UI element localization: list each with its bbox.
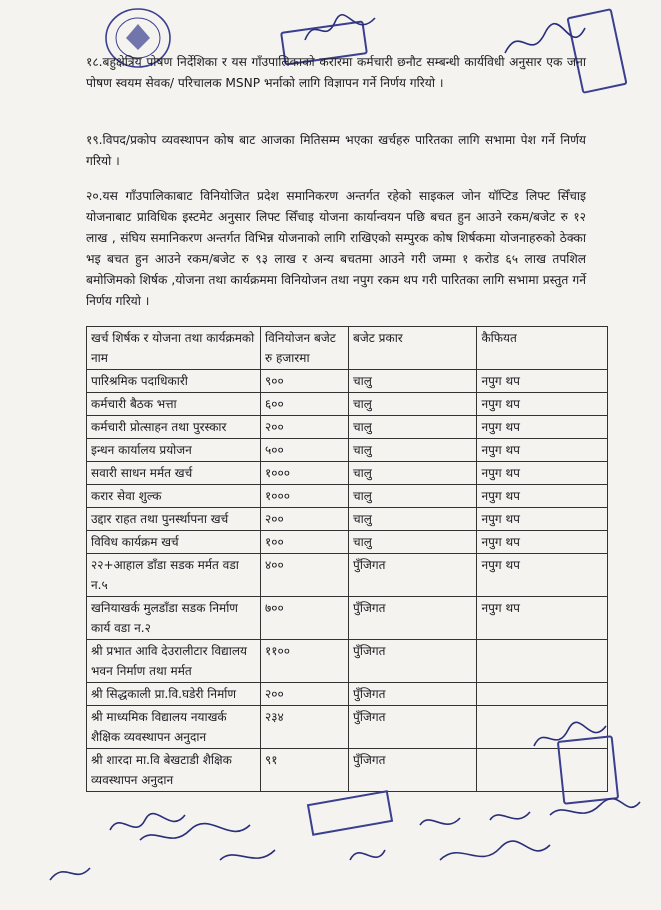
row-remarks: नपुग थप <box>477 597 608 640</box>
row-budget: ९१ <box>261 749 349 792</box>
row-type: पुँजिगत <box>349 683 477 706</box>
row-budget: ६०० <box>261 393 349 416</box>
row-type: पुँजिगत <box>349 749 477 792</box>
row-title: इन्धन कार्यालय प्रयोजन <box>87 439 261 462</box>
row-title: श्री माध्यमिक विद्यालय नयाखर्क शैक्षिक व्यवस्थापन अनुदान <box>87 706 261 749</box>
header-budget-type: बजेट प्रकार <box>349 327 477 370</box>
table-row <box>87 462 608 485</box>
table-row <box>87 508 608 531</box>
row-title: खनियाखर्क मुलडाँडा सडक निर्माण कार्य वडा न.२ <box>87 597 261 640</box>
row-title: कर्मचारी बैठक भत्ता <box>87 393 261 416</box>
row-title: कर्मचारी प्रोत्साहन तथा पुरस्कार <box>87 416 261 439</box>
row-budget: ४०० <box>261 554 349 597</box>
row-budget: ९०० <box>261 370 349 393</box>
table-row <box>87 554 608 597</box>
row-type: चालु <box>349 416 477 439</box>
row-remarks: नपुग थप <box>477 462 608 485</box>
row-type: चालु <box>349 462 477 485</box>
row-type: चालु <box>349 370 477 393</box>
table-row <box>87 393 608 416</box>
row-title: करार सेवा शुल्क <box>87 485 261 508</box>
row-remarks: नपुग थप <box>477 485 608 508</box>
decision-18: १८.बहुक्षेत्रिय पोषण निर्देशिका र यस गाँउपालिकाको करारमा कर्मचारी छनौट सम्बन्धी कार्यविधी अनुसार एक जना पोषण स्वयम सेवक/ परिचालक MSNP भर्नाको लागि विज्ञापन गर्ने निर्णय गरियो । <box>86 55 586 90</box>
bottom-signatures <box>20 790 650 905</box>
table-row <box>87 370 608 393</box>
table-header-row <box>87 327 608 370</box>
row-budget: २०० <box>261 508 349 531</box>
row-remarks: नपुग थप <box>477 531 608 554</box>
signature-side <box>530 718 610 758</box>
table-row <box>87 439 608 462</box>
table-row <box>87 683 608 706</box>
row-title: उद्दार राहत तथा पुनर्स्थापना खर्च <box>87 508 261 531</box>
decision-19: १९.विपद/प्रकोप व्यवस्थापन कोष बाट आजका मितिसम्म भएका खर्चहरु पारितका लागि सभामा पेश गर्ने निर्णय गरियो । <box>86 133 586 168</box>
row-type: पुँजिगत <box>349 640 477 683</box>
row-remarks <box>477 640 608 683</box>
row-remarks: नपुग थप <box>477 370 608 393</box>
row-title: पारिश्रमिक पदाधिकारी <box>87 370 261 393</box>
row-type: चालु <box>349 531 477 554</box>
row-budget: २०० <box>261 416 349 439</box>
row-budget: ११०० <box>261 640 349 683</box>
table-row <box>87 485 608 508</box>
row-title: २२+आहाल डाँडा सडक मर्मत वडा न.५ <box>87 554 261 597</box>
row-title: श्री शारदा मा.वि बेखटाडी शैक्षिक व्यवस्थापन अनुदान <box>87 749 261 792</box>
row-remarks: नपुग थप <box>477 554 608 597</box>
row-budget: १००० <box>261 462 349 485</box>
row-type: चालु <box>349 485 477 508</box>
table-row <box>87 416 608 439</box>
table-row <box>87 531 608 554</box>
row-title: श्री प्रभात आवि देउरालीटार विद्यालय भवन निर्माण तथा मर्मत <box>87 640 261 683</box>
row-remarks: नपुग थप <box>477 439 608 462</box>
row-budget: १००० <box>261 485 349 508</box>
header-remarks: कैफियत <box>477 327 608 370</box>
row-type: पुँजिगत <box>349 554 477 597</box>
header-budget: विनियोजन बजेट रु हजारमा <box>261 327 349 370</box>
row-budget: ५०० <box>261 439 349 462</box>
row-type: चालु <box>349 439 477 462</box>
signature-top-middle <box>300 10 380 50</box>
row-budget: १०० <box>261 531 349 554</box>
row-title: विविध कार्यक्रम खर्च <box>87 531 261 554</box>
row-type: चालु <box>349 508 477 531</box>
row-title: श्री सिद्धकाली प्रा.वि.घडेरी निर्माण <box>87 683 261 706</box>
row-type: चालु <box>349 393 477 416</box>
row-title: सवारी साधन मर्मत खर्च <box>87 462 261 485</box>
decision-20: २०.यस गाँउपालिकाबाट विनियोजित प्रदेश समानिकरण अन्तर्गत रहेको साइकल जोन यॉप्टिड लिफ्ट सिँचाइ योजनाबाट प्राविधिक इस्टमेट अनुसार लिफ्ट सिँचाइ योजना कार्यान्वयन पछि बचत हुन आउने रकम/बजेट रु १२ लाख , संघिय समानिकरण अन्तर्गत विभिन्न योजनाको लागि राखिएको सम्पुरक कोष शिर्षकमा योजनाहरुको ठेक्का भइ बचत हुन आउने रकम/बजेट रु ९३ लाख र अन्य बचतमा आउने गरी जम्मा १ करोड ६५ लाख तपशिल बमोजिमको शिर्षक ,योजना तथा कार्यक्रममा विनियोजन तथा नपुग रकम थप गरी पारितका लागि सभामा प्रस्तुत गर्ने निर्णय गरियो । <box>86 189 586 308</box>
table-row <box>87 597 608 640</box>
table-row <box>87 640 608 683</box>
row-type: पुँजिगत <box>349 706 477 749</box>
row-remarks: नपुग थप <box>477 393 608 416</box>
row-type: पुँजिगत <box>349 597 477 640</box>
header-title: खर्च शिर्षक र योजना तथा कार्यक्रमको नाम <box>87 327 261 370</box>
row-remarks: नपुग थप <box>477 508 608 531</box>
row-budget: २३४ <box>261 706 349 749</box>
row-remarks: नपुग थप <box>477 416 608 439</box>
row-remarks <box>477 683 608 706</box>
row-budget: २०० <box>261 683 349 706</box>
row-budget: ७०० <box>261 597 349 640</box>
